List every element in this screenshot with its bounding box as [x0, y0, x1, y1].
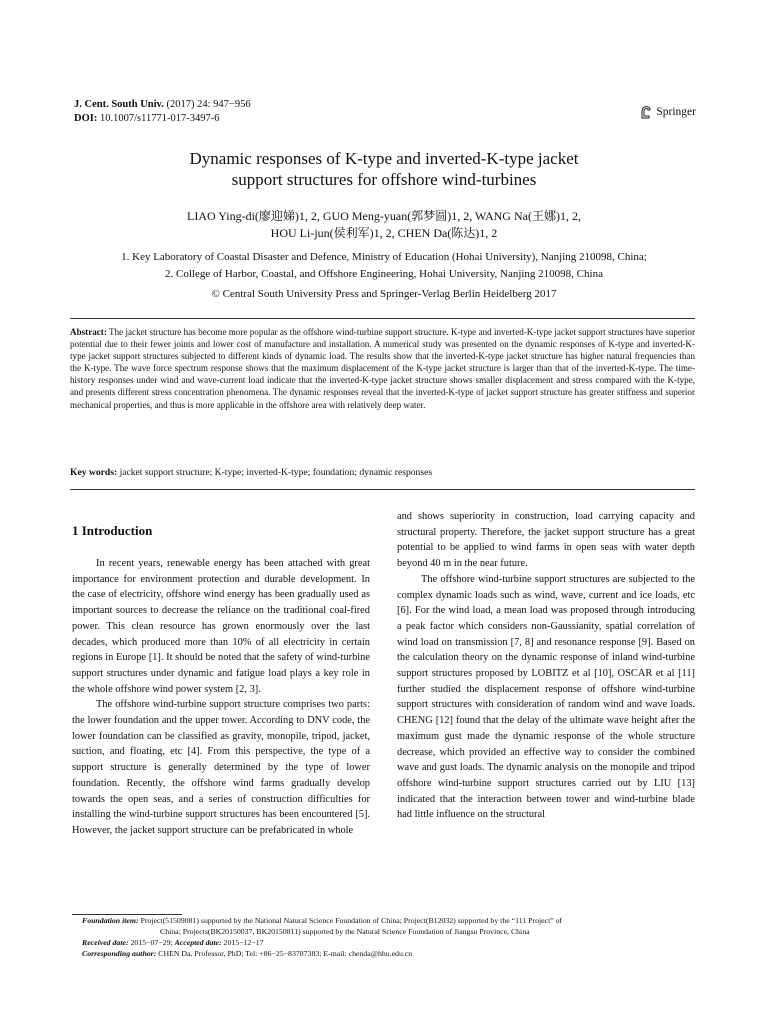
keywords-bottom-rule [70, 489, 695, 490]
paper-title [60, 148, 708, 190]
accepted-date: 2015−12−17 [221, 938, 264, 947]
authors-line-1: LIAO Ying-di(廖迎娣)1, 2, GUO Meng-yuan(郭梦圆)1, 2, WANG Na(王娜)1, 2, [187, 209, 581, 223]
springer-horse-icon [640, 105, 652, 119]
journal-name: J. Cent. South Univ. [74, 99, 164, 110]
accepted-label: Accepted date: [174, 938, 222, 947]
corresponding-label: Corresponding author: [82, 949, 157, 958]
publisher-name: Springer [656, 106, 696, 118]
paragraph: The offshore wind-turbine support structures are subjected to the complex dynamic loads such as wind, wave, current and ice loads, etc [6]. For the wind load, a mean load was proposed through introducing a peak factor which considers non-Gaussianity, spatial correlation of wind load on transmission [7, 8] and resonance response [9]. Based on the calculation theory on the dynamic response of inland wind-turbine support structures proposed by LOBITZ et al [10], OSCAR et al [11] further studied the displacement response of offshore wind-turbine support structures with consideration of random wind and wave loads. CHENG [12] found that the delay of the ultimate wave height after the maximum gust made the dynamic response of the whole structure decrease, which provided an effective way to consider the combined wave and gust loads. The dynamic analysis on the monopile and tripod offshore wind-turbine support structures carried out by LIU [13] indicated that the interaction between tower and wind-turbine blade had little influence on the structural [397, 573, 695, 821]
abstract [70, 326, 695, 411]
paragraph: The offshore wind-turbine support structure comprises two parts: the lower foundation and the upper tower. According to DNV code, the lower foundation can be classified as gravity, monopile, tripod, jacket, suction, and floating, etc [4]. From this perspective, the type of a support structure is generally determined by the type of lower foundation. Recently, the offshore wind farms gradually develop towards the open seas, and a series of construction difficulties for installing the wind-turbine support structures has been encountered [5]. However, the jacket support structure can be prefabricated in whole [72, 699, 370, 836]
foundation-text: Project(51509081) supported by the National Natural Science Foundation of China; Project(B12032) supported by the “111 Project” of [138, 916, 563, 925]
affiliation-2: 2. College of Harbor, Coastal, and Offshore Engineering, Hohai University, Nanjing 210098, China [165, 268, 603, 280]
left-column [72, 556, 370, 839]
abstract-text: The jacket structure has become more popular as the offshore wind-turbine support structure. K-type and inverted-K-type jacket support structures have superior potential due to their fewer joints and lower cost of manufacture and installation. A numerical study was presented on the dynamic responses of K-type and inverted-K-type jacket support structures subjected to different kinds of dynamic load. The results show that the inverted-K-type jacket structure has higher natural frequencies than the K-type. The wave force spectrum response shows that the maximum displacement of the K-type jacket structure is larger than that of the inverted-K-type. The time-history responses under wind and wave-current load indicate that the inverted-K-type jacket structure shows smaller displacement and stress compared with the K-type, and presents different stress concentration phenomena. The dynamic responses reveal that the inverted-K-type of jacket support structure has greater stiffness and superior mechanical properties, and thus is more applicable in the offshore area with relatively deep water. [70, 327, 695, 410]
foundation-label: Foundation item: [82, 916, 139, 925]
paragraph: and shows superiority in construction, load carrying capacity and structural property. Therefore, the jacket support structure has a great potential to be applied to wind farms in open seas with water depth beyond 40 m in the near future. [397, 511, 695, 570]
paragraph: In recent years, renewable energy has been attached with great importance for environment protection and durable development. In the case of electricity, offshore wind energy has been gradually used as important sources to decrease the reliance on the traditional coal-fired power. This clean resource has grown enormously over the last decades, which produced more than 10% of all electricity in certain regions in Europe [1]. It should be noted that the safety of wind-turbine support structures under dynamic and fatigue load plays a key role in the whole offshore wind power system [2, 3]. [72, 558, 370, 695]
journal-header [74, 98, 251, 126]
section-heading: 1 Introduction [72, 523, 153, 538]
doi-label: DOI: [74, 113, 98, 124]
affiliations [60, 249, 708, 303]
abstract-label: Abstract: [70, 327, 107, 337]
corresponding-author: CHEN Da, Professor, PhD; Tel: +86−25−83787383; E-mail: chenda@hhu.edu.cn [156, 949, 413, 958]
received-date: 2015−07−29; [128, 938, 173, 947]
right-column [397, 509, 695, 823]
author-list [60, 208, 708, 242]
keywords-text: jacket support structure; K-type; inverted-K-type; foundation; dynamic responses [117, 467, 433, 478]
keywords [70, 466, 695, 479]
authors-line-2: HOU Li-jun(侯利军)1, 2, CHEN Da(陈达)1, 2 [270, 226, 498, 240]
foundation-text-cont: China; Projects(BK20150037, BK20150811) supported by the Natural Science Foundation of Jiangsu Province, China [160, 927, 530, 936]
affiliation-1: 1. Key Laboratory of Coastal Disaster and Defence, Ministry of Education (Hohai University), Nanjing 210098, China; [121, 251, 647, 263]
doi-value[interactable]: 10.1007/s11771-017-3497-6 [97, 113, 220, 124]
copyright-notice: © Central South University Press and Springer-Verlag Berlin Heidelberg 2017 [211, 288, 557, 300]
received-label: Received date: [82, 938, 129, 947]
title-line-2: support structures for offshore wind-turbines [231, 170, 537, 189]
journal-citation: (2017) 24: 947−956 [163, 99, 251, 110]
title-line-1: Dynamic responses of K-type and inverted-K-type jacket [189, 149, 579, 168]
footnotes [82, 915, 696, 959]
publisher-logo [640, 105, 696, 119]
abstract-top-rule [70, 318, 695, 319]
keywords-label: Key words: [70, 467, 118, 478]
